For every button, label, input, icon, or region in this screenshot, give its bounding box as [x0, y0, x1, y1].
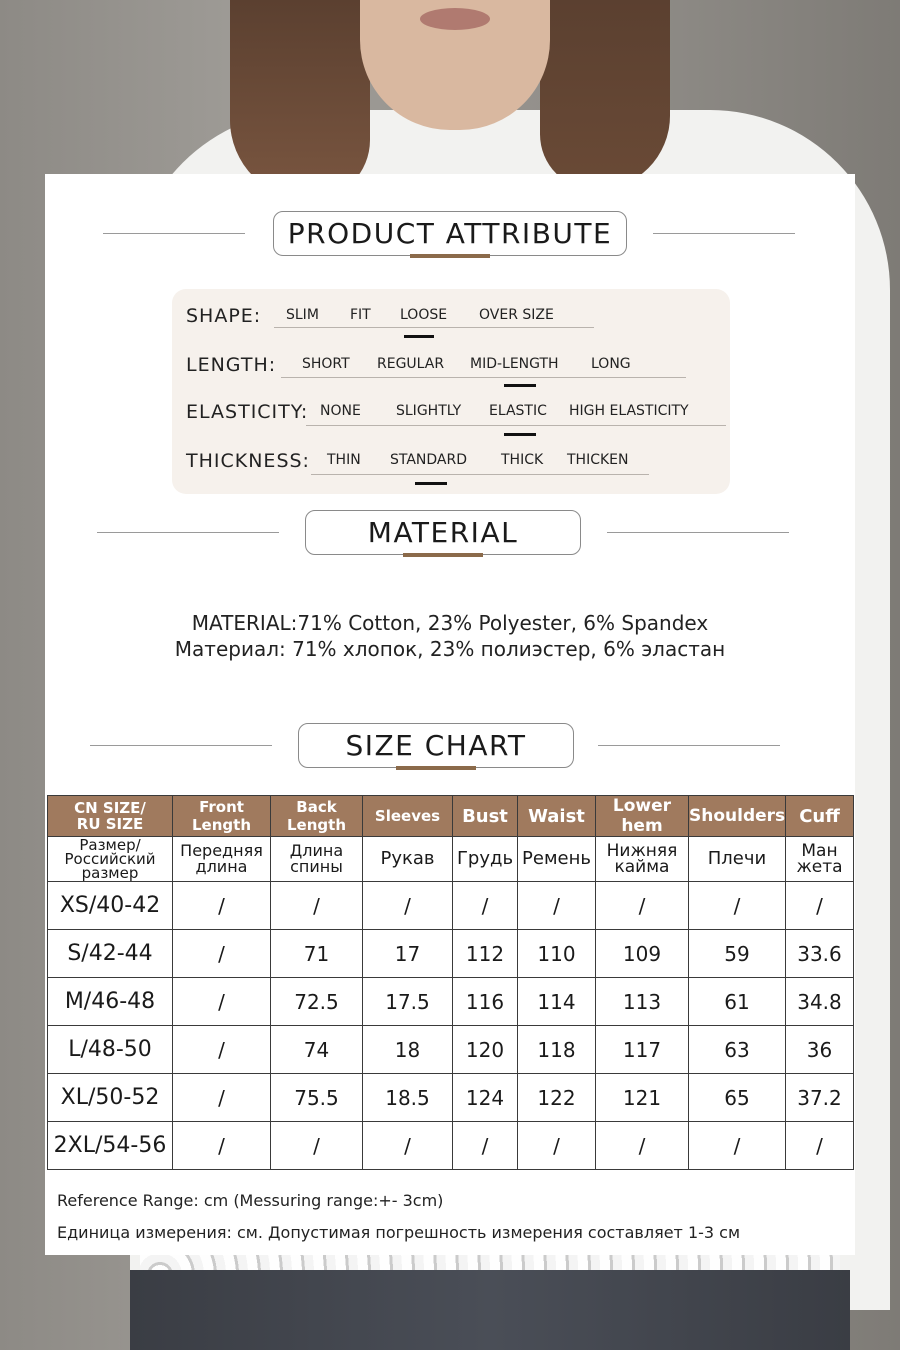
attr-option: SLIM: [286, 307, 319, 323]
attribute-box: [172, 289, 730, 494]
divider-right: [598, 745, 780, 746]
size-chart-table: [47, 795, 854, 1170]
title-accent: [396, 766, 476, 770]
value-cell: 36: [786, 1026, 854, 1074]
value-cell: /: [173, 978, 271, 1026]
header-cell: Front Length: [173, 796, 271, 837]
header-cell: Bust: [453, 796, 518, 837]
value-cell: 116: [453, 978, 518, 1026]
attr-option: OVER SIZE: [479, 307, 554, 323]
value-cell: 34.8: [786, 978, 854, 1026]
info-panel: [45, 174, 855, 1255]
value-cell: /: [453, 1122, 518, 1170]
header-cell: Нижняя кайма: [596, 837, 689, 882]
value-cell: 110: [518, 930, 596, 978]
material-ru: Материал: 71% хлопок, 23% полиэстер, 6% эластан: [174, 637, 726, 661]
divider-right: [653, 233, 795, 234]
header-cell: Cuff: [786, 796, 854, 837]
table-row: [48, 1074, 854, 1122]
value-cell: /: [596, 1122, 689, 1170]
attr-underline: [311, 474, 649, 475]
header-cell: Sleeves: [363, 796, 453, 837]
header-row-ru: [48, 837, 854, 882]
attr-label-length: LENGTH:: [186, 354, 277, 376]
size-cell: L/48-50: [48, 1026, 173, 1074]
attr-option: REGULAR: [377, 356, 445, 372]
hair-right: [540, 0, 670, 190]
value-cell: 120: [453, 1026, 518, 1074]
value-cell: 74: [271, 1026, 363, 1074]
attr-option: THICK: [501, 452, 544, 468]
header-cell: Back Length: [271, 796, 363, 837]
size-cell: S/42-44: [48, 930, 173, 978]
attr-underline: [274, 327, 594, 328]
table-row: [48, 978, 854, 1026]
material-title: MATERIAL: [367, 516, 519, 549]
value-cell: /: [173, 1122, 271, 1170]
header-cell: Lower hem: [596, 796, 689, 837]
value-cell: 17: [363, 930, 453, 978]
attr-option: SHORT: [302, 356, 350, 372]
value-cell: 33.6: [786, 930, 854, 978]
header-cell: Длина спины: [271, 837, 363, 882]
attr-option-selected: MID-LENGTH: [470, 356, 559, 372]
hair-left: [230, 0, 370, 200]
value-cell: /: [786, 882, 854, 930]
size-cell: M/46-48: [48, 978, 173, 1026]
attr-underline: [306, 425, 726, 426]
attr-row-shape: [186, 305, 726, 335]
value-cell: /: [689, 882, 786, 930]
value-cell: /: [786, 1122, 854, 1170]
value-cell: 72.5: [271, 978, 363, 1026]
value-cell: 118: [518, 1026, 596, 1074]
value-cell: 75.5: [271, 1074, 363, 1122]
attr-option: THIN: [327, 452, 361, 468]
divider-left: [90, 745, 272, 746]
value-cell: /: [596, 882, 689, 930]
header-cell: Waist: [518, 796, 596, 837]
title-accent: [410, 254, 490, 258]
attr-underline: [281, 377, 686, 378]
value-cell: /: [518, 882, 596, 930]
header-cell: Грудь: [453, 837, 518, 882]
value-cell: 114: [518, 978, 596, 1026]
attr-option: SLIGHTLY: [396, 403, 462, 419]
selected-mark: [404, 335, 434, 338]
attr-option: HIGH ELASTICITY: [569, 403, 689, 419]
value-cell: /: [173, 930, 271, 978]
value-cell: 124: [453, 1074, 518, 1122]
header-cell: Ремень: [518, 837, 596, 882]
table-row: [48, 882, 854, 930]
reference-note-en: Reference Range: cm (Messuring range:+- 3cm): [57, 1191, 444, 1210]
value-cell: 18.5: [363, 1074, 453, 1122]
value-cell: /: [363, 882, 453, 930]
divider-left: [97, 532, 279, 533]
attr-option-selected: ELASTIC: [489, 403, 547, 419]
value-cell: 71: [271, 930, 363, 978]
value-cell: 121: [596, 1074, 689, 1122]
value-cell: /: [363, 1122, 453, 1170]
value-cell: 18: [363, 1026, 453, 1074]
value-cell: /: [453, 882, 518, 930]
attr-option: LONG: [591, 356, 631, 372]
value-cell: 63: [689, 1026, 786, 1074]
attr-option-selected: LOOSE: [400, 307, 448, 323]
divider-right: [607, 532, 789, 533]
jeans: [130, 1270, 850, 1350]
attr-label-shape: SHAPE:: [186, 305, 262, 327]
lips: [420, 8, 490, 30]
size-cell: 2XL/54-56: [48, 1122, 173, 1170]
value-cell: 109: [596, 930, 689, 978]
table-row: [48, 930, 854, 978]
attr-label-thickness: THICKNESS:: [186, 450, 310, 472]
value-cell: 17.5: [363, 978, 453, 1026]
value-cell: /: [173, 1074, 271, 1122]
value-cell: 112: [453, 930, 518, 978]
header-cell: Рукав: [363, 837, 453, 882]
value-cell: 37.2: [786, 1074, 854, 1122]
attr-option: THICKEN: [567, 452, 629, 468]
attr-row-length: [186, 354, 726, 384]
header-cell: Ман жета: [786, 837, 854, 882]
title-accent: [403, 553, 483, 557]
value-cell: 61: [689, 978, 786, 1026]
value-cell: /: [689, 1122, 786, 1170]
attribute-title-box: [273, 211, 627, 256]
value-cell: /: [518, 1122, 596, 1170]
value-cell: 59: [689, 930, 786, 978]
attr-option: FIT: [350, 307, 371, 323]
attr-option: NONE: [320, 403, 361, 419]
divider-left: [103, 233, 245, 234]
size-title: SIZE CHART: [345, 729, 527, 762]
size-title-box: [298, 723, 574, 768]
reference-note-ru: Единица измерения: см. Допустимая погрешность измерения составляет 1-3 см: [57, 1223, 741, 1242]
size-cell: XL/50-52: [48, 1074, 173, 1122]
value-cell: 117: [596, 1026, 689, 1074]
material-en: MATERIAL:71% Cotton, 23% Polyester, 6% Spandex: [191, 611, 709, 635]
attr-row-elasticity: [186, 401, 726, 431]
value-cell: /: [173, 882, 271, 930]
size-cell: XS/40-42: [48, 882, 173, 930]
header-cell: Shoulders: [689, 796, 786, 837]
material-title-box: [305, 510, 581, 555]
attr-row-thickness: [186, 450, 726, 480]
value-cell: /: [173, 1026, 271, 1074]
attr-option-selected: STANDARD: [390, 452, 468, 468]
selected-mark: [415, 482, 447, 485]
value-cell: /: [271, 882, 363, 930]
value-cell: 122: [518, 1074, 596, 1122]
header-cell: Передняя длина: [173, 837, 271, 882]
header-cell: Плечи: [689, 837, 786, 882]
value-cell: 65: [689, 1074, 786, 1122]
attr-label-elasticity: ELASTICITY:: [186, 401, 309, 423]
attribute-title: PRODUCT ATTRIBUTE: [287, 217, 613, 250]
value-cell: /: [271, 1122, 363, 1170]
table-row: [48, 1026, 854, 1074]
selected-mark: [504, 384, 536, 387]
selected-mark: [504, 433, 536, 436]
table-row: [48, 1122, 854, 1170]
header-cell: CN SIZE/ RU SIZE: [48, 796, 173, 837]
header-row-en: [48, 796, 854, 837]
header-cell: Размер/ Российский размер: [48, 837, 173, 882]
value-cell: 113: [596, 978, 689, 1026]
